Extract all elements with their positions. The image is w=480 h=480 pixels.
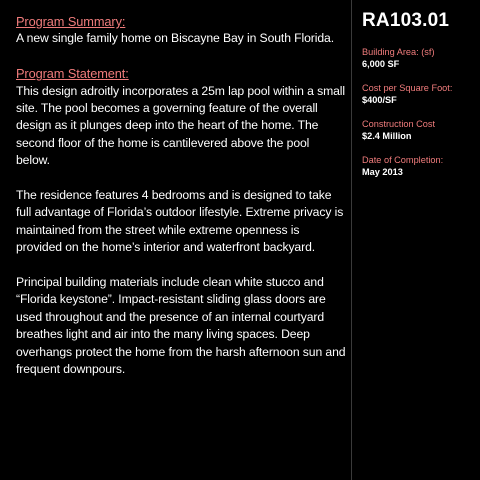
program-summary-heading: Program Summary:	[16, 14, 126, 29]
program-statement-heading: Program Statement:	[16, 66, 129, 82]
program-summary-text: A new single family home on Biscayne Bay in South Florida.	[16, 31, 335, 46]
column-divider	[351, 0, 352, 480]
stat-value: $2.4 Million	[362, 131, 412, 141]
stat-label: Construction Cost	[362, 119, 436, 129]
stat-value: $400/SF	[362, 95, 397, 105]
program-text-column	[16, 13, 346, 378]
project-code: RA103.01	[362, 10, 450, 31]
stat-construction-cost	[362, 118, 474, 142]
stat-cost-per-square-foot	[362, 82, 474, 106]
stat-date-of-completion	[362, 154, 474, 178]
stat-value: 6,000 SF	[362, 59, 400, 69]
stat-building-area	[362, 46, 474, 70]
stat-value: May 2013	[362, 167, 403, 177]
stat-label: Date of Completion:	[362, 155, 444, 165]
program-statement-paragraph-2: The residence features 4 bedrooms and is designed to take full advantage of Florida’s outdoor lifestyle. Extreme privacy is maintained from the street while extreme openness is provided on the home’s interior and waterfront backyard.	[16, 188, 344, 255]
program-statement-paragraph-1: This design adroitly incorporates a 25m lap pool within a small site. The pool becomes a governing feature of the overall design as it plunges deep into the heart of the home. The second floor of the home is cantilevered above the pool below.	[16, 83, 346, 168]
program-statement-paragraph-3: Principal building materials include clean white stucco and “Florida keystone”. Impact-resistant sliding glass doors are used throughout and the presence of an internal courtyard breathes light and air into the many living spaces. Deep overhangs protect the home from the harsh afternoon sun and frequent downpours.	[16, 275, 346, 377]
stat-label: Cost per Square Foot:	[362, 83, 453, 93]
project-stats-sidebar	[362, 10, 474, 190]
stat-label: Building Area: (sf)	[362, 47, 435, 57]
